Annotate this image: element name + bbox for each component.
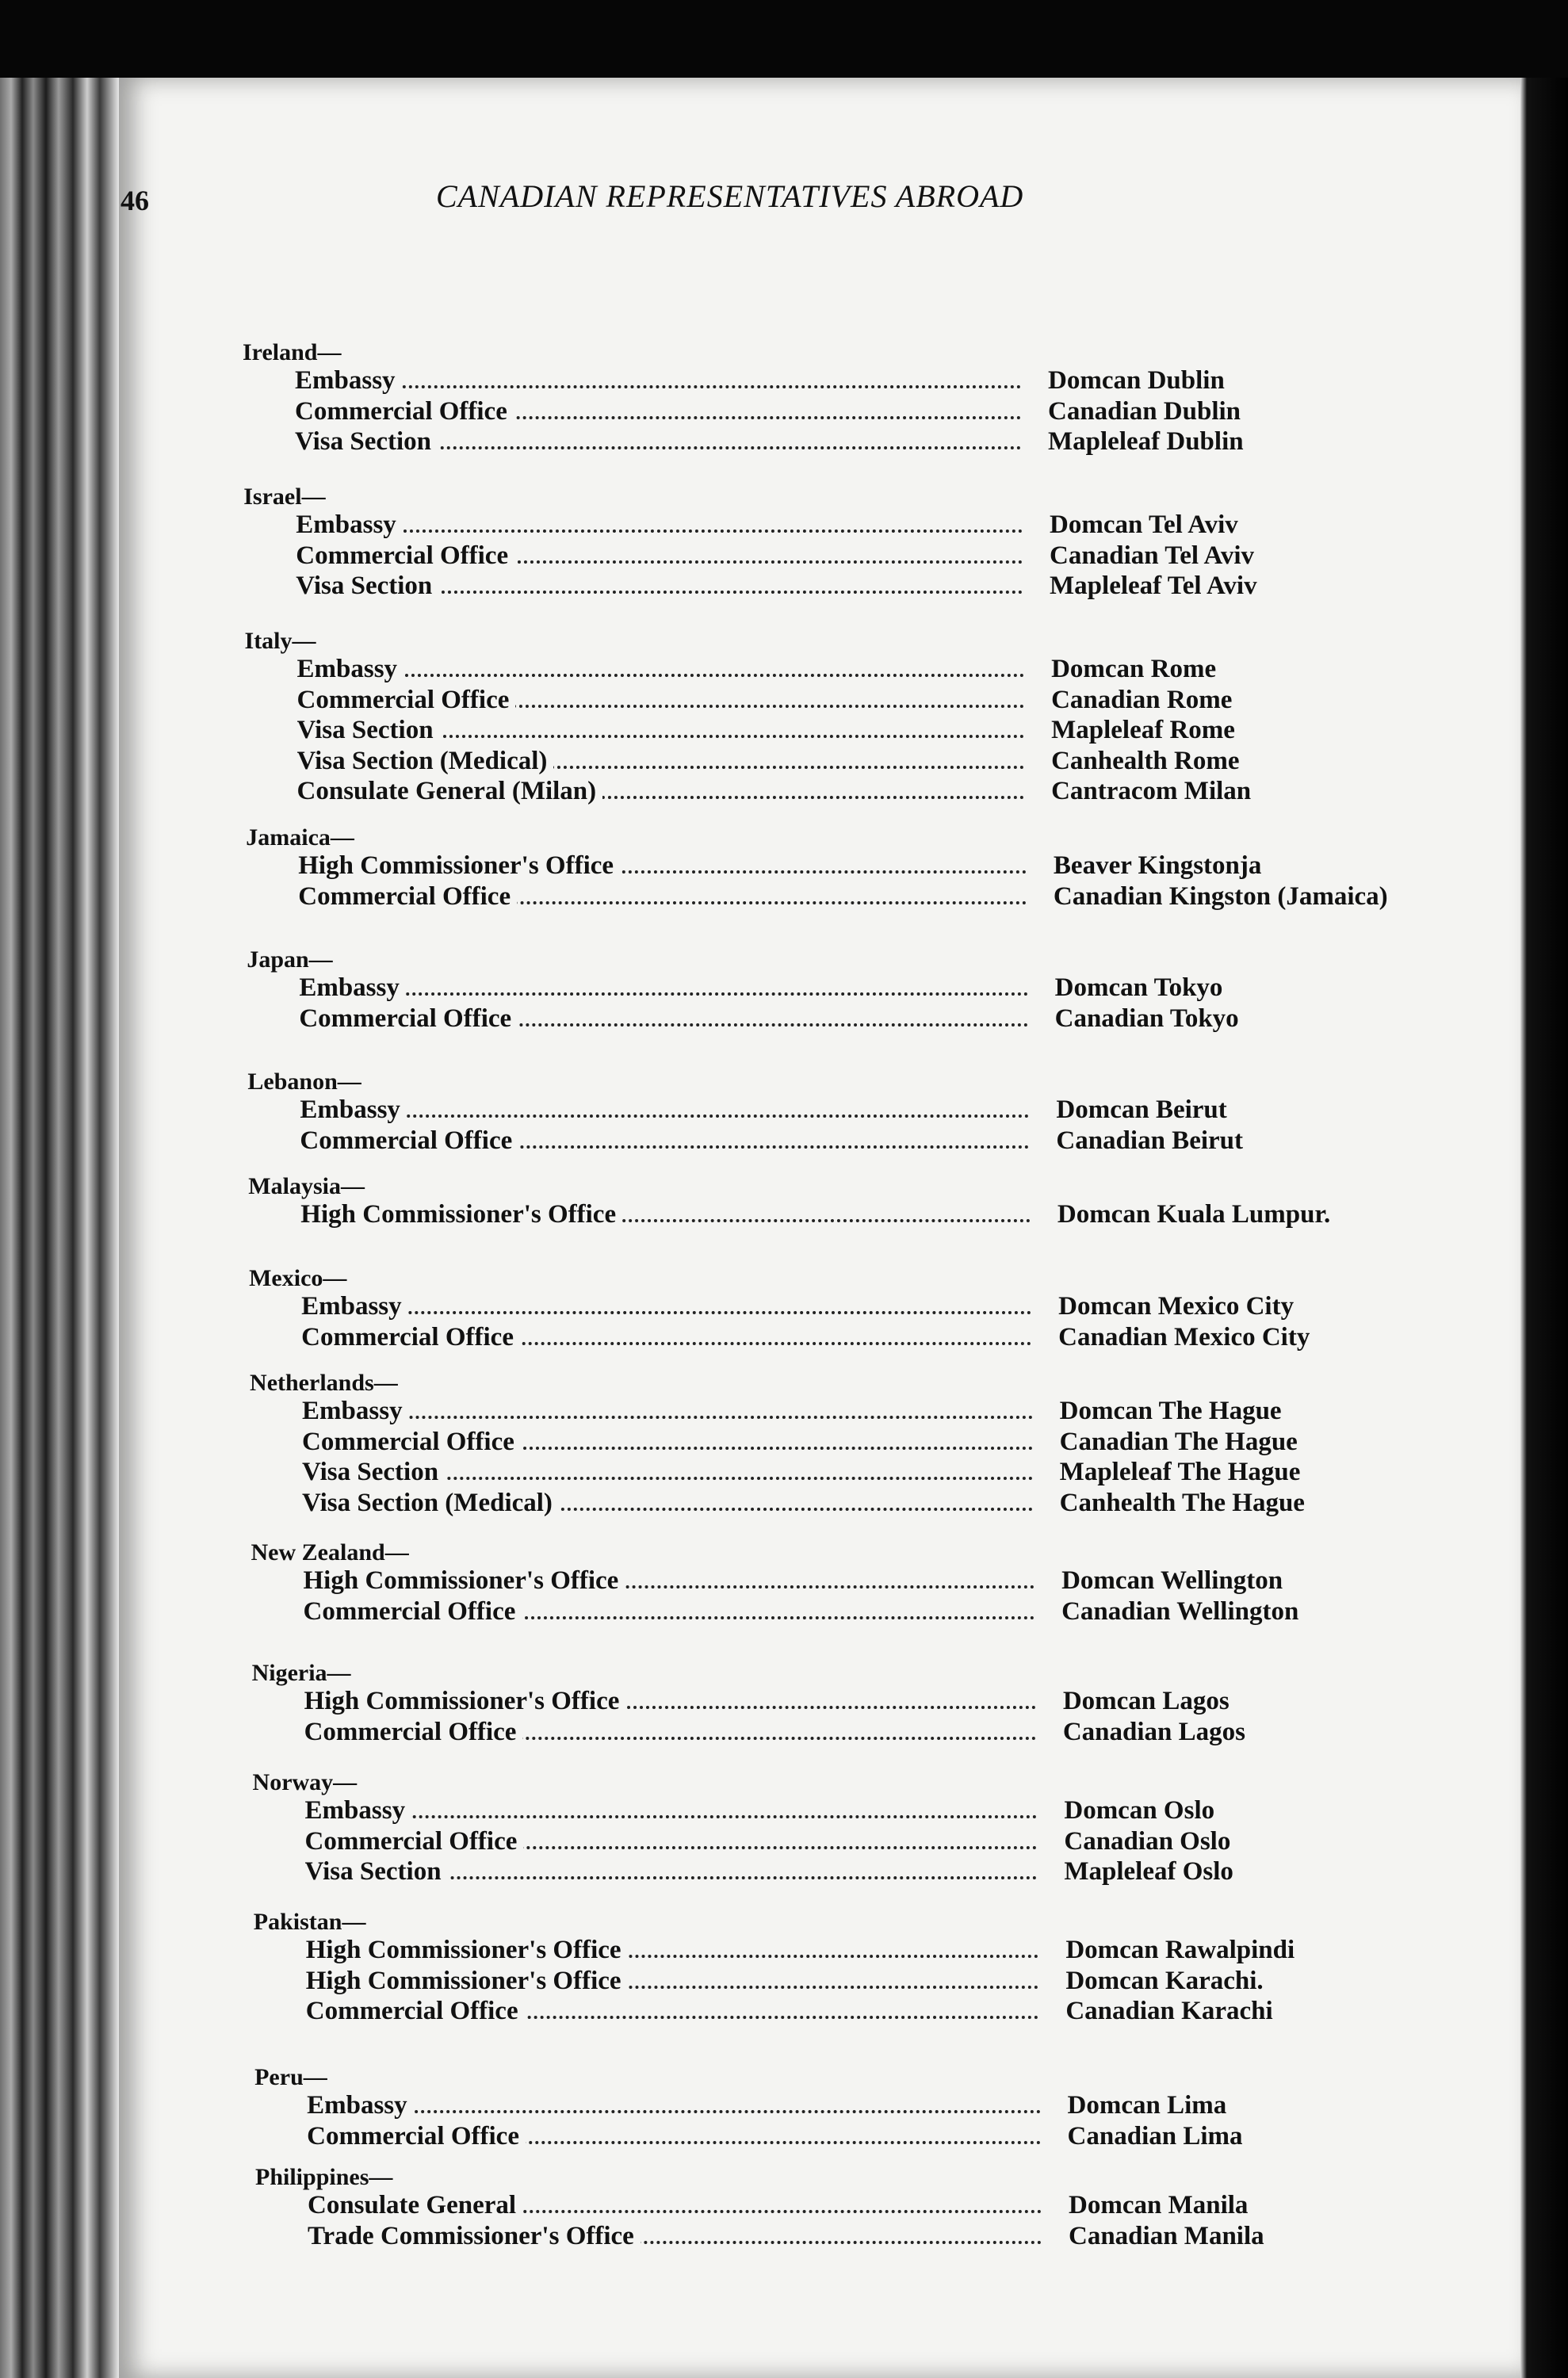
office-name-leader bbox=[304, 1565, 1035, 1596]
office-name-leader bbox=[306, 1965, 1039, 1997]
cable-address: Canhealth The Hague bbox=[1059, 1488, 1305, 1517]
office-name-leader bbox=[300, 1199, 1031, 1230]
office-name: Commercial Office bbox=[297, 686, 516, 714]
country-heading: Israel— bbox=[243, 484, 326, 510]
office-entry bbox=[307, 2120, 1511, 2152]
cable-address: Domcan Tel Aviv bbox=[1050, 510, 1238, 539]
office-name-leader bbox=[301, 1321, 1031, 1353]
cable-address: Domcan Karachi. bbox=[1065, 1966, 1264, 1995]
office-entry bbox=[297, 653, 1496, 685]
country-heading: Mexico— bbox=[249, 1265, 347, 1291]
office-name: Embassy bbox=[296, 510, 403, 539]
country-heading: Malaysia— bbox=[248, 1173, 365, 1199]
cable-address: Domcan The Hague bbox=[1059, 1397, 1282, 1425]
office-entry bbox=[296, 540, 1493, 572]
office-entry bbox=[308, 2220, 1513, 2252]
country-heading: Italy— bbox=[244, 628, 316, 654]
office-entry bbox=[298, 850, 1497, 881]
office-name-leader bbox=[300, 1125, 1029, 1157]
office-name: High Commissioner's Office bbox=[304, 1566, 625, 1595]
office-name-leader bbox=[304, 1596, 1035, 1627]
cable-address: Canadian Karachi bbox=[1065, 1997, 1273, 2025]
office-name: Commercial Office bbox=[301, 1323, 520, 1351]
cable-address: Domcan Rome bbox=[1051, 655, 1217, 683]
country-heading: Philippines— bbox=[255, 2164, 393, 2190]
office-name-leader bbox=[304, 1716, 1036, 1748]
office-name-leader bbox=[302, 1395, 1033, 1427]
country-heading: Ireland— bbox=[243, 339, 342, 365]
cable-address: Canadian Tokyo bbox=[1054, 1004, 1239, 1033]
office-entry bbox=[297, 714, 1496, 746]
office-name: Embassy bbox=[299, 973, 406, 1002]
office-entry bbox=[304, 1596, 1506, 1627]
office-entry bbox=[306, 1965, 1510, 1997]
office-entry bbox=[296, 509, 1493, 541]
office-name-leader bbox=[296, 570, 1023, 602]
cable-address: Domcan Mexico City bbox=[1058, 1292, 1295, 1321]
office-name: Embassy bbox=[295, 366, 402, 395]
office-name: High Commissioner's Office bbox=[306, 1967, 628, 1995]
cable-address: Beaver Kingstonja bbox=[1053, 851, 1262, 880]
office-entry bbox=[302, 1426, 1504, 1458]
office-name: Visa Section bbox=[296, 572, 438, 600]
cable-address: Canadian Lima bbox=[1067, 2121, 1243, 2151]
office-name-leader bbox=[307, 2089, 1040, 2121]
cable-address: Domcan Beirut bbox=[1056, 1095, 1227, 1124]
office-name-leader bbox=[297, 775, 1025, 807]
office-name: Trade Commissioner's Office bbox=[308, 2222, 641, 2250]
office-name: Visa Section bbox=[305, 1857, 448, 1886]
country-heading: Netherlands— bbox=[250, 1370, 398, 1396]
office-name-leader bbox=[298, 881, 1027, 912]
office-name: Commercial Office bbox=[305, 1827, 524, 1856]
cable-address: Canadian Kingston (Jamaica) bbox=[1053, 881, 1388, 911]
cable-address: Canadian Tel Aviv bbox=[1050, 541, 1255, 570]
office-entry bbox=[301, 1321, 1502, 1353]
running-head: CANADIAN REPRESENTATIVES ABROAD bbox=[436, 178, 1024, 214]
office-name-leader bbox=[306, 1934, 1039, 1966]
office-entry bbox=[305, 1795, 1509, 1826]
office-entry bbox=[299, 1003, 1498, 1034]
office-name-leader bbox=[296, 509, 1023, 541]
office-entry bbox=[295, 396, 1492, 427]
office-name: Visa Section bbox=[302, 1458, 445, 1486]
office-name-leader bbox=[307, 2120, 1040, 2152]
office-name: High Commissioner's Office bbox=[300, 1200, 622, 1229]
cable-address: Canadian Manila bbox=[1069, 2221, 1264, 2250]
office-entry bbox=[307, 2089, 1511, 2121]
office-name: Commercial Office bbox=[299, 1004, 518, 1033]
cable-address: Canadian Lagos bbox=[1062, 1717, 1245, 1746]
office-name-leader bbox=[297, 745, 1025, 777]
page-number: 46 bbox=[120, 185, 149, 216]
office-entry bbox=[297, 775, 1496, 807]
office-entry bbox=[299, 972, 1498, 1004]
office-name-leader bbox=[304, 1685, 1036, 1717]
cable-address: Mapleleaf Oslo bbox=[1064, 1857, 1233, 1886]
country-heading: Lebanon— bbox=[247, 1069, 361, 1095]
office-name-leader bbox=[302, 1487, 1033, 1519]
cable-address: Mapleleaf Tel Aviv bbox=[1050, 572, 1257, 600]
cable-address: Domcan Oslo bbox=[1064, 1796, 1215, 1825]
office-name: Commercial Office bbox=[304, 1597, 522, 1626]
office-entry bbox=[297, 745, 1496, 777]
office-name: Commercial Office bbox=[304, 1718, 523, 1746]
office-name-leader bbox=[299, 1003, 1027, 1034]
office-name-leader bbox=[302, 1456, 1033, 1488]
office-entry bbox=[295, 365, 1492, 396]
cable-address: Canhealth Rome bbox=[1051, 746, 1240, 775]
office-entry bbox=[302, 1456, 1504, 1488]
office-name: Commercial Office bbox=[295, 397, 514, 426]
office-name-leader bbox=[296, 540, 1023, 572]
office-entry bbox=[302, 1487, 1504, 1519]
cable-address: Canadian The Hague bbox=[1059, 1427, 1298, 1456]
office-name: Commercial Office bbox=[307, 2122, 526, 2151]
cable-address: Canadian Oslo bbox=[1064, 1826, 1231, 1856]
office-name: High Commissioner's Office bbox=[306, 1936, 628, 1964]
office-name: Commercial Office bbox=[302, 1428, 521, 1456]
cable-address: Mapleleaf The Hague bbox=[1059, 1458, 1301, 1486]
country-heading: Pakistan— bbox=[253, 1909, 366, 1935]
office-name: High Commissioner's Office bbox=[304, 1687, 626, 1715]
office-entry bbox=[304, 1716, 1507, 1748]
cable-address: Canadian Wellington bbox=[1061, 1596, 1299, 1626]
cable-address: Domcan Wellington bbox=[1061, 1566, 1283, 1595]
scanner-top-band bbox=[0, 0, 1568, 78]
office-entry bbox=[308, 2189, 1513, 2221]
office-name: Embassy bbox=[307, 2091, 414, 2120]
office-name: Commercial Office bbox=[306, 1997, 525, 2025]
office-name-leader bbox=[305, 1826, 1038, 1857]
office-entry bbox=[301, 1290, 1502, 1322]
office-name: Embassy bbox=[297, 655, 404, 683]
office-name-leader bbox=[301, 1290, 1031, 1322]
country-heading: Jamaica— bbox=[246, 824, 354, 851]
office-name-leader bbox=[297, 684, 1025, 716]
office-name: Embassy bbox=[305, 1796, 412, 1825]
cable-address: Cantracom Milan bbox=[1051, 777, 1252, 805]
office-name: Embassy bbox=[301, 1292, 408, 1321]
cable-address: Canadian Dublin bbox=[1048, 396, 1241, 426]
cable-address: Canadian Mexico City bbox=[1058, 1322, 1310, 1351]
office-name-leader bbox=[308, 2220, 1042, 2252]
cable-address: Mapleleaf Dublin bbox=[1048, 427, 1244, 456]
office-entry bbox=[296, 570, 1493, 602]
office-name-leader bbox=[308, 2189, 1042, 2221]
office-entry bbox=[305, 1856, 1509, 1887]
cable-address: Domcan Rawalpindi bbox=[1065, 1936, 1295, 1964]
office-name: High Commissioner's Office bbox=[298, 851, 620, 880]
cable-address: Canadian Beirut bbox=[1056, 1126, 1243, 1155]
office-name-leader bbox=[297, 714, 1025, 746]
office-name: Embassy bbox=[302, 1397, 409, 1425]
cable-address: Domcan Dublin bbox=[1048, 366, 1225, 395]
office-entry bbox=[297, 684, 1496, 716]
office-name: Commercial Office bbox=[298, 882, 517, 911]
cable-address: Domcan Tokyo bbox=[1054, 973, 1223, 1002]
office-entry bbox=[306, 1934, 1510, 1966]
office-entry bbox=[300, 1125, 1500, 1157]
cable-address: Domcan Manila bbox=[1069, 2191, 1249, 2219]
office-name: Consulate General bbox=[308, 2191, 522, 2219]
country-heading: Norway— bbox=[252, 1769, 358, 1795]
office-name-leader bbox=[305, 1856, 1038, 1887]
office-entry bbox=[300, 1199, 1501, 1230]
office-name: Commercial Office bbox=[296, 541, 514, 570]
office-name: Visa Section bbox=[297, 716, 440, 744]
office-entry bbox=[304, 1685, 1507, 1717]
office-name: Visa Section (Medical) bbox=[302, 1489, 559, 1517]
office-name: Consulate General (Milan) bbox=[297, 777, 603, 805]
country-heading: Nigeria— bbox=[251, 1660, 351, 1686]
office-name-leader bbox=[299, 972, 1027, 1004]
office-name-leader bbox=[306, 1995, 1039, 2027]
page-right-edge bbox=[1520, 78, 1568, 2378]
office-name: Embassy bbox=[300, 1095, 407, 1124]
cable-address: Domcan Kuala Lumpur. bbox=[1057, 1200, 1331, 1229]
office-name: Visa Section (Medical) bbox=[297, 747, 554, 775]
office-entry bbox=[305, 1826, 1509, 1857]
office-entry bbox=[304, 1565, 1506, 1596]
office-name: Commercial Office bbox=[300, 1126, 518, 1155]
office-name: Visa Section bbox=[295, 427, 438, 456]
office-name-leader bbox=[297, 653, 1025, 685]
office-name-leader bbox=[302, 1426, 1033, 1458]
country-heading: New Zealand— bbox=[250, 1539, 409, 1566]
office-entry bbox=[300, 1094, 1500, 1126]
cable-address: Domcan Lima bbox=[1067, 2091, 1227, 2120]
office-name-leader bbox=[295, 426, 1021, 457]
office-entry bbox=[302, 1395, 1504, 1427]
office-entry bbox=[306, 1995, 1510, 2027]
country-heading: Japan— bbox=[247, 946, 333, 973]
office-entry bbox=[298, 881, 1497, 912]
cable-address: Canadian Rome bbox=[1051, 685, 1233, 714]
office-name-leader bbox=[300, 1094, 1029, 1126]
office-name-leader bbox=[295, 365, 1021, 396]
office-name-leader bbox=[298, 850, 1027, 881]
office-name-leader bbox=[295, 396, 1021, 427]
office-name-leader bbox=[305, 1795, 1038, 1826]
country-heading: Peru— bbox=[254, 2064, 327, 2090]
office-entry bbox=[295, 426, 1492, 457]
cable-address: Mapleleaf Rome bbox=[1051, 716, 1235, 744]
book-spine bbox=[0, 78, 119, 2378]
cable-address: Domcan Lagos bbox=[1062, 1687, 1230, 1715]
